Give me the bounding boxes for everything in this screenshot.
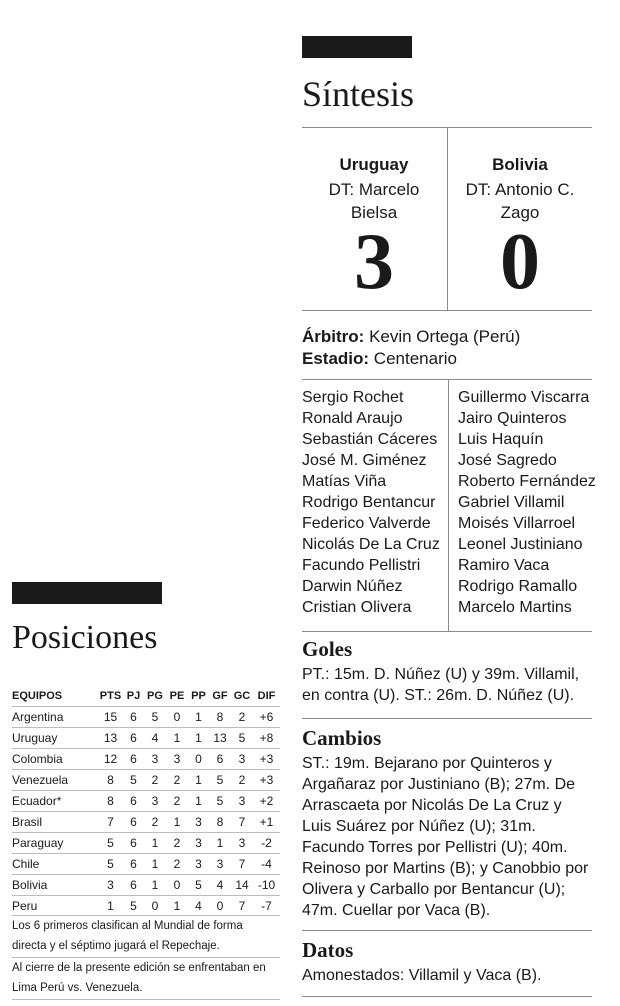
standings-cell-pj: 6 (123, 749, 144, 770)
standings-cell-pp: 4 (188, 896, 209, 917)
standings-cell-gf: 6 (209, 749, 231, 770)
table-row (12, 896, 280, 917)
standings-cell-gc: 3 (231, 833, 253, 854)
standings-cell-pts: 8 (98, 791, 123, 812)
standings-cell-pp: 3 (188, 812, 209, 833)
away-team-name: Bolivia (492, 155, 548, 174)
standings-cell-pg: 2 (144, 812, 166, 833)
standings-cell-pe: 3 (166, 749, 188, 770)
standings-cell-pg: 3 (144, 749, 166, 770)
standings-cell-pe: 2 (166, 833, 188, 854)
standings-cell-team: Bolivia (12, 875, 98, 896)
standings-cell-team: Uruguay (12, 728, 98, 749)
column-header: PG (147, 690, 163, 702)
column-header: GC (233, 690, 251, 702)
column-header: GF (212, 690, 228, 702)
divider (302, 310, 592, 311)
goals-title: Goles (302, 637, 353, 661)
column-header: PE (169, 690, 185, 702)
column-header: PTS (99, 690, 122, 702)
data-title: Datos (302, 938, 354, 962)
home-score: 3 (354, 218, 394, 306)
data-text: Amonestados: Villamil y Vaca (B). (302, 967, 542, 984)
stadium-line (302, 348, 457, 370)
divider (302, 996, 592, 997)
standings-cell-pp: 1 (188, 728, 209, 749)
referee-label: Árbitro: (302, 327, 365, 346)
table-row (12, 833, 280, 854)
standings-cell-dif: +6 (253, 707, 280, 728)
referee-line (302, 326, 520, 348)
match-summary-panel (302, 0, 596, 1006)
stadium-label: Estadio: (302, 349, 370, 368)
standings-cell-pts: 8 (98, 770, 123, 791)
section-marker-bar (302, 36, 412, 58)
standings-cell-pg: 4 (144, 728, 166, 749)
standings-cell-pe: 1 (166, 728, 188, 749)
home-team-coach: DT: Marcelo Bielsa (328, 180, 420, 222)
away-lineup (458, 387, 596, 618)
standings-cell-pe: 0 (166, 875, 188, 896)
column-header: EQUIPOS (12, 690, 63, 702)
list-item: Rodrigo Bentancur (302, 494, 436, 511)
section-marker-bar (12, 582, 162, 604)
standings-cell-pe: 1 (166, 896, 188, 917)
divider (302, 379, 592, 380)
lineups-divider (448, 380, 449, 631)
divider (302, 718, 592, 719)
summary-title: Síntesis (302, 74, 415, 114)
standings-cell-pj: 6 (123, 707, 144, 728)
standings-panel (12, 0, 280, 1006)
standings-cell-pj: 5 (123, 896, 144, 917)
list-item: Guillermo Viscarra (458, 389, 590, 406)
list-item: Nicolás De La Cruz (302, 536, 440, 553)
column-header: DIF (257, 690, 276, 702)
standings-cell-pe: 2 (166, 770, 188, 791)
standings-cell-pg: 1 (144, 833, 166, 854)
home-lineup (302, 387, 440, 618)
substitutions-text: ST.: 19m. Bejarano por Quinteros y Argañaraz por Justiniano (B); 27m. De Arrascaeta por Nicolás De La Cruz y Luis Suárez por Núñez (U); 31m. Facundo Torres por Pellistri (U); 40m. Reinoso por Martins (B); y Canobbio por Olivera y Carballo por Bentancur (U); 47m. Cuellar por Vaca (B). (302, 755, 589, 919)
standings-cell-pts: 5 (98, 833, 123, 854)
standings-cell-pts: 1 (98, 896, 123, 917)
standings-cell-pj: 6 (123, 812, 144, 833)
list-item: Sebastián Cáceres (302, 431, 438, 448)
standings-cell-pe: 2 (166, 854, 188, 875)
standings-cell-pe: 1 (166, 812, 188, 833)
standings-cell-team: Paraguay (12, 833, 98, 854)
away-team-coach: DT: Antonio C. Zago (465, 180, 575, 222)
standings-cell-dif: +3 (253, 770, 280, 791)
standings-cell-pp: 3 (188, 833, 209, 854)
home-team-name: Uruguay (339, 155, 409, 174)
divider (302, 930, 592, 931)
list-item: Matías Viña (302, 473, 387, 490)
list-item: Ronald Araujo (302, 410, 403, 427)
column-header: PP (191, 690, 206, 702)
standings-cell-pp: 0 (188, 749, 209, 770)
away-score: 0 (500, 218, 540, 306)
standings-cell-gf: 1 (209, 833, 231, 854)
standings-cell-dif: -2 (253, 833, 280, 854)
standings-cell-gc: 5 (231, 728, 253, 749)
standings-cell-pts: 15 (98, 707, 123, 728)
table-row (12, 707, 280, 728)
standings-cell-gf: 5 (209, 770, 231, 791)
standings-cell-pg: 2 (144, 770, 166, 791)
standings-cell-dif: +1 (253, 812, 280, 833)
standings-cell-gc: 14 (231, 875, 253, 896)
list-item: Marcelo Martins (458, 599, 572, 616)
table-row (12, 854, 280, 875)
standings-cell-gc: 7 (231, 812, 253, 833)
standings-cell-team: Chile (12, 854, 98, 875)
substitutions-title: Cambios (302, 726, 382, 750)
home-team (302, 152, 446, 224)
standings-cell-dif: -7 (253, 896, 280, 917)
standings-cell-dif: +2 (253, 791, 280, 812)
standings-cell-gc: 2 (231, 707, 253, 728)
standings-cell-gc: 7 (231, 896, 253, 917)
standings-cell-gf: 5 (209, 791, 231, 812)
list-item: Leonel Justiniano (458, 536, 583, 553)
standings-cell-team: Ecuador* (12, 791, 98, 812)
standings-cell-gc: 7 (231, 854, 253, 875)
list-item: Sergio Rochet (302, 389, 404, 406)
table-row (12, 728, 280, 749)
table-row (12, 875, 280, 896)
standings-cell-pe: 0 (166, 707, 188, 728)
standings-cell-gf: 0 (209, 896, 231, 917)
standings-cell-dif: +8 (253, 728, 280, 749)
standings-cell-pg: 0 (144, 896, 166, 917)
standings-cell-pg: 1 (144, 854, 166, 875)
standings-cell-gf: 8 (209, 707, 231, 728)
table-row (12, 791, 280, 812)
standings-cell-pp: 3 (188, 854, 209, 875)
list-item: Jairo Quinteros (458, 410, 567, 427)
standings-cell-team: Brasil (12, 812, 98, 833)
standings-cell-team: Peru (12, 896, 98, 917)
standings-cell-pj: 6 (123, 854, 144, 875)
standings-cell-team: Colombia (12, 749, 98, 770)
divider (302, 631, 592, 632)
list-item: Cristian Olivera (302, 599, 412, 616)
list-item: José M. Giménez (302, 452, 427, 469)
list-item: Gabriel Villamil (458, 494, 565, 511)
standings-cell-pg: 5 (144, 707, 166, 728)
standings-table (12, 686, 280, 916)
standings-cell-pp: 1 (188, 791, 209, 812)
standings-cell-pp: 1 (188, 770, 209, 791)
standings-cell-pts: 12 (98, 749, 123, 770)
standings-cell-gf: 4 (209, 875, 231, 896)
standings-title: Posiciones (12, 619, 158, 656)
standings-cell-pp: 5 (188, 875, 209, 896)
standings-cell-pg: 3 (144, 791, 166, 812)
standings-cell-pj: 6 (123, 875, 144, 896)
standings-cell-dif: +3 (253, 749, 280, 770)
list-item: Luis Haquín (458, 431, 544, 448)
standings-cell-pts: 13 (98, 728, 123, 749)
standings-cell-pts: 7 (98, 812, 123, 833)
table-row (12, 749, 280, 770)
standings-cell-pg: 1 (144, 875, 166, 896)
standings-cell-gc: 3 (231, 749, 253, 770)
divider (12, 999, 280, 1000)
standings-cell-team: Argentina (12, 707, 98, 728)
standings-cell-gf: 13 (209, 728, 231, 749)
standings-cell-dif: -4 (253, 854, 280, 875)
table-header-row (12, 686, 280, 707)
standings-cell-gf: 3 (209, 854, 231, 875)
standings-cell-pj: 5 (123, 770, 144, 791)
referee-value: Kevin Ortega (Perú) (369, 327, 521, 346)
standings-cell-pj: 6 (123, 833, 144, 854)
stadium-value: Centenario (373, 349, 457, 368)
list-item: Roberto Fernández (458, 473, 596, 490)
list-item: Darwin Núñez (302, 578, 403, 595)
goals-text: PT.: 15m. D. Núñez (U) y 39m. Villamil, en contra (U). ST.: 26m. D. Núñez (U). (302, 666, 580, 704)
standings-note-qualification: Los 6 primeros clasifican al Mundial de forma directa y el séptimo jugará el Repechaje. (12, 920, 243, 952)
standings-cell-pts: 3 (98, 875, 123, 896)
standings-cell-pj: 6 (123, 728, 144, 749)
table-row (12, 770, 280, 791)
standings-cell-pj: 6 (123, 791, 144, 812)
list-item: Rodrigo Ramallo (458, 578, 578, 595)
list-item: Moisés Villarroel (458, 515, 576, 532)
standings-cell-pts: 5 (98, 854, 123, 875)
list-item: Federico Valverde (302, 515, 431, 532)
standings-cell-gf: 8 (209, 812, 231, 833)
column-header: PJ (126, 690, 141, 702)
table-row (12, 812, 280, 833)
standings-note-pending: Al cierre de la presente edición se enfrentaban en Lima Perú vs. Venezuela. (12, 962, 266, 994)
standings-cell-pp: 1 (188, 707, 209, 728)
standings-cell-dif: -10 (253, 875, 280, 896)
list-item: Facundo Pellistri (302, 557, 421, 574)
list-item: Ramiro Vaca (458, 557, 550, 574)
away-team (448, 152, 592, 224)
standings-cell-team: Venezuela (12, 770, 98, 791)
standings-cell-gc: 3 (231, 791, 253, 812)
standings-cell-pe: 2 (166, 791, 188, 812)
list-item: José Sagredo (458, 452, 557, 469)
standings-cell-gc: 2 (231, 770, 253, 791)
